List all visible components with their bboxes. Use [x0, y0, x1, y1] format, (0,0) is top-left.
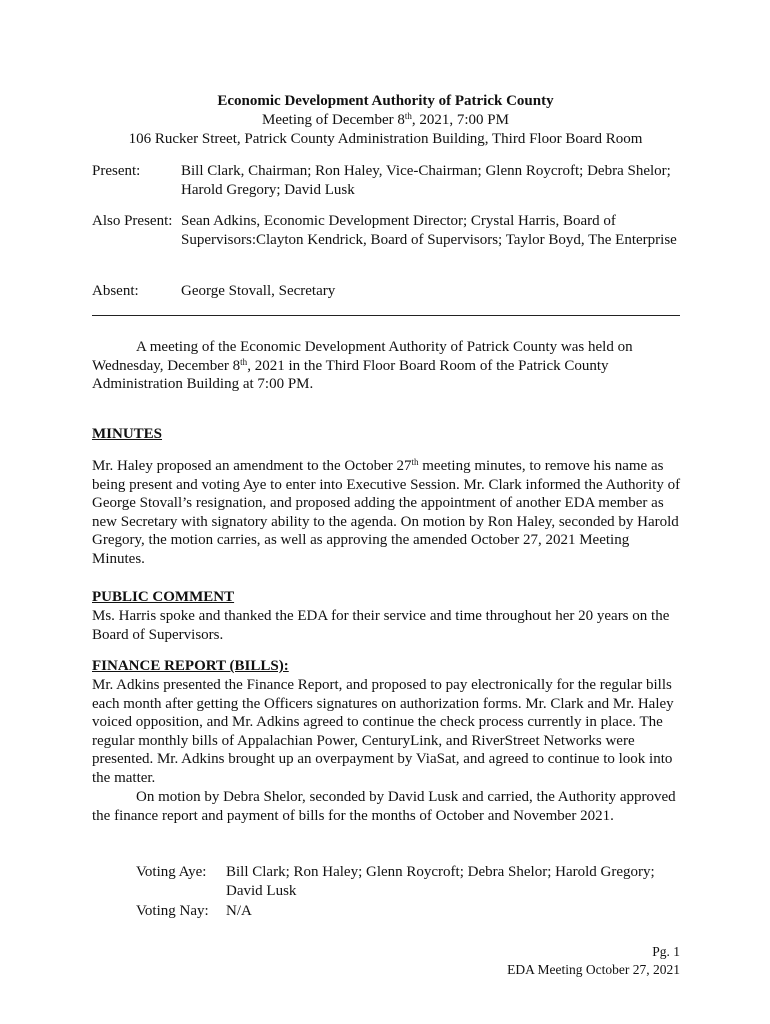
voting-aye-list: Bill Clark; Ron Haley; Glenn Roycroft; Debra Shelor; Harold Gregory; David Lusk [226, 864, 655, 899]
voting-aye-row [136, 863, 656, 901]
meeting-date-time: , 2021, 7:00 PM [411, 112, 509, 128]
intro-paragraph [92, 338, 682, 394]
present-list: Bill Clark, Chairman; Ron Haley, Vice-Chairman; Glenn Roycroft; Debra Shelor; Harold Gregory; David Lusk [181, 163, 671, 198]
page-number: Pg. 1 [652, 944, 680, 959]
also-present-row [92, 212, 679, 249]
intro-date-suffix: th [240, 356, 248, 367]
finance-motion-paragraph: On motion by Debra Shelor, seconded by David Lusk and carried, the Authority approved the finance report and payment of bills for the months of October and November 2021. [92, 789, 676, 824]
public-comment-paragraph: Ms. Harris spoke and thanked the EDA for their service and time throughout her 20 years on the Board of Supervisors. [92, 608, 670, 643]
absent-label: Absent: [92, 283, 139, 299]
voting-nay-label: Voting Nay: [136, 903, 209, 919]
footer-meeting: EDA Meeting October 27, 2021 [507, 962, 680, 977]
public-comment-heading: PUBLIC COMMENT [92, 589, 235, 605]
meeting-date-suffix: th [404, 111, 412, 121]
minutes-text-end: meeting minutes, to remove his name as being present and voting Aye to enter into Executive Session. Mr. Clark informed the Authority of George Stovall’s resignation, and proposed adding the appointment of another EDA member as new Secretary with signatory ability to the agenda. On motion by Ron Haley, seconded by Harold Gregory, the motion carries, as well as approving the amended October 27, 2021 Meeting Minutes. [92, 458, 681, 567]
voting-nay-row [136, 902, 656, 921]
also-present-list: Sean Adkins, Economic Development Director; Crystal Harris, Board of Supervisors:Clayton Kendrick, Board of Supervisors; Taylor Boyd, The Enterprise [181, 213, 677, 248]
organization-title: Economic Development Authority of Patrick County [217, 93, 554, 109]
intro-text-end: , 2021 in the Third Floor Board Room of the Patrick County Administration Building at 7:00 PM. [92, 357, 609, 393]
header-divider [92, 315, 680, 316]
page-footer [507, 943, 680, 979]
minutes-paragraph [92, 457, 682, 569]
finance-heading: FINANCE REPORT (BILLS): [92, 658, 289, 674]
meeting-date [92, 111, 679, 130]
document-header [92, 92, 679, 149]
voting-aye-label: Voting Aye: [136, 864, 207, 880]
present-row [92, 162, 679, 199]
minutes-date-suffix: th [411, 457, 419, 467]
minutes-text: Mr. Haley proposed an amendment to the October 27 [92, 458, 412, 474]
minutes-heading: MINUTES [92, 426, 163, 442]
also-present-label: Also Present: [92, 213, 173, 229]
present-label: Present: [92, 163, 141, 179]
absent-list: George Stovall, Secretary [181, 283, 336, 299]
intro-text: A meeting of the Economic Development Authority of Patrick County was held on Wednesday, December 8 [92, 339, 633, 374]
meeting-location: 106 Rucker Street, Patrick County Administration Building, Third Floor Board Room [128, 131, 643, 147]
absent-row [92, 282, 679, 301]
voting-nay-value: N/A [226, 903, 252, 919]
finance-paragraph: Mr. Adkins presented the Finance Report, and proposed to pay electronically for the regular bills each month after getting the Officers signatures on authorization forms. Mr. Clark and Mr. Haley voiced opposition, and Mr. Adkins agreed to continue the check process currently in place. The regular monthly bills of Appalachian Power, CenturyLink, and RiverStreet Networks were presented. Mr. Adkins brought up an overpayment by ViaSat, and agreed to continue to look into the matter. [92, 677, 674, 786]
meeting-date-text: Meeting of December 8 [262, 112, 405, 128]
